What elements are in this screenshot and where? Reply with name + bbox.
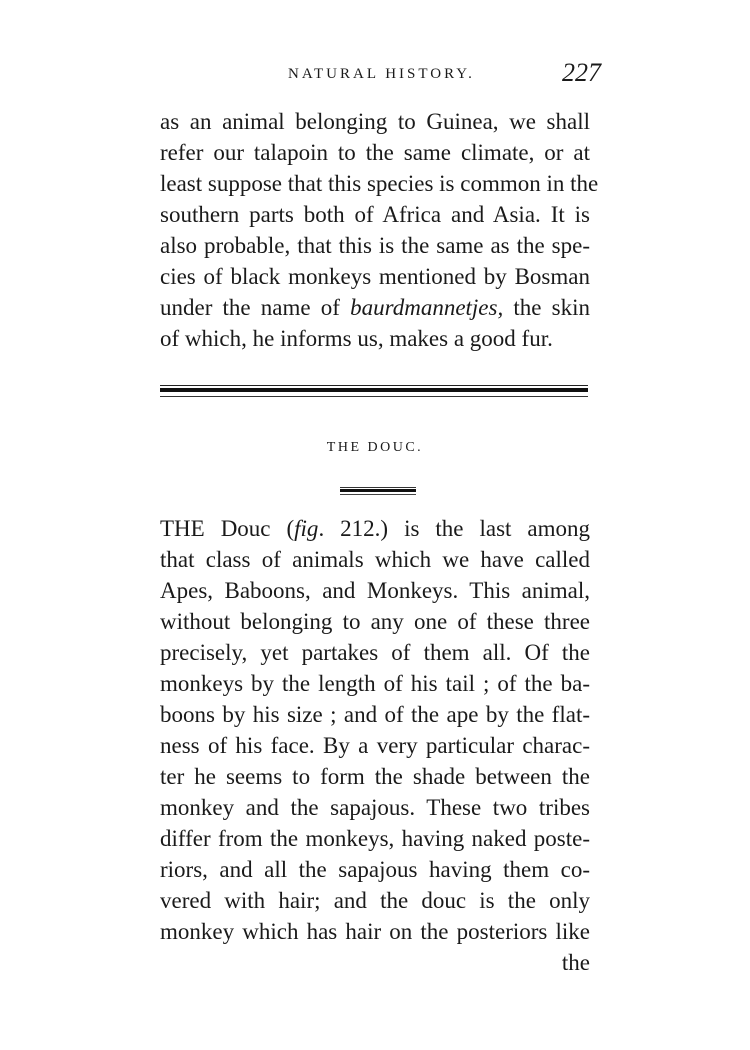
text-line: of which, he informs us, makes a good fur.: [160, 326, 553, 351]
text-line: boons by his size ; and of the ape by the flat-: [160, 702, 590, 727]
text-line: without belonging to any one of these three: [160, 609, 590, 634]
text-line: also probable, that this is the same as the spe-: [160, 233, 590, 258]
text-fragment: the skin: [513, 295, 590, 320]
text-fragment: THE Douc (: [160, 516, 295, 541]
text-line: cies of black monkeys mentioned by Bosman: [160, 264, 590, 289]
title-ornament-rule: [340, 487, 416, 495]
text-line: precisely, yet partakes of them all. Of the: [160, 640, 590, 665]
text-line: riors, and all the sapajous having them co-: [160, 857, 590, 882]
text-fragment: under the name of: [160, 295, 340, 320]
italic-term: fig: [294, 516, 319, 541]
text-line: monkeys by the length of his tail ; of the ba-: [160, 671, 590, 696]
italic-term: baurdmannetjes,: [350, 295, 504, 320]
running-head: NATURAL HISTORY.: [288, 66, 475, 82]
catchword: the: [561, 950, 590, 975]
text-line: [160, 292, 590, 323]
paragraph-talapoin: [160, 106, 599, 354]
section-divider: [160, 385, 588, 397]
text-line: vered with hair; and the douc is the only: [160, 888, 590, 913]
paragraph-douc: [160, 513, 590, 978]
text-line: least suppose that this species is common in the: [160, 171, 599, 196]
page-number: 227: [562, 58, 601, 87]
text-line: as an animal belonging to Guinea, we shall: [160, 109, 590, 134]
text-line: Apes, Baboons, and Monkeys. This animal,: [160, 578, 590, 603]
section-title: THE DOUC.: [326, 440, 424, 455]
divider-thin-rule: [160, 396, 588, 397]
text-line: monkey which has hair on the posteriors like: [160, 919, 590, 944]
divider-thin-rule: [160, 385, 588, 386]
text-line: differ from the monkeys, having naked poste-: [160, 826, 590, 851]
text-fragment: . 212.) is the last among: [318, 516, 590, 541]
text-line: ness of his face. By a very particular charac-: [160, 733, 590, 758]
text-line: ter he seems to form the shade between the: [160, 764, 590, 789]
text-line: southern parts both of Africa and Asia. It is: [160, 202, 590, 227]
text-line: [160, 513, 590, 544]
text-line: refer our talapoin to the same climate, or at: [160, 140, 590, 165]
text-line: monkey and the sapajous. These two tribes: [160, 795, 590, 820]
divider-thick-rule: [160, 388, 588, 392]
text-line: that class of animals which we have called: [160, 547, 590, 572]
